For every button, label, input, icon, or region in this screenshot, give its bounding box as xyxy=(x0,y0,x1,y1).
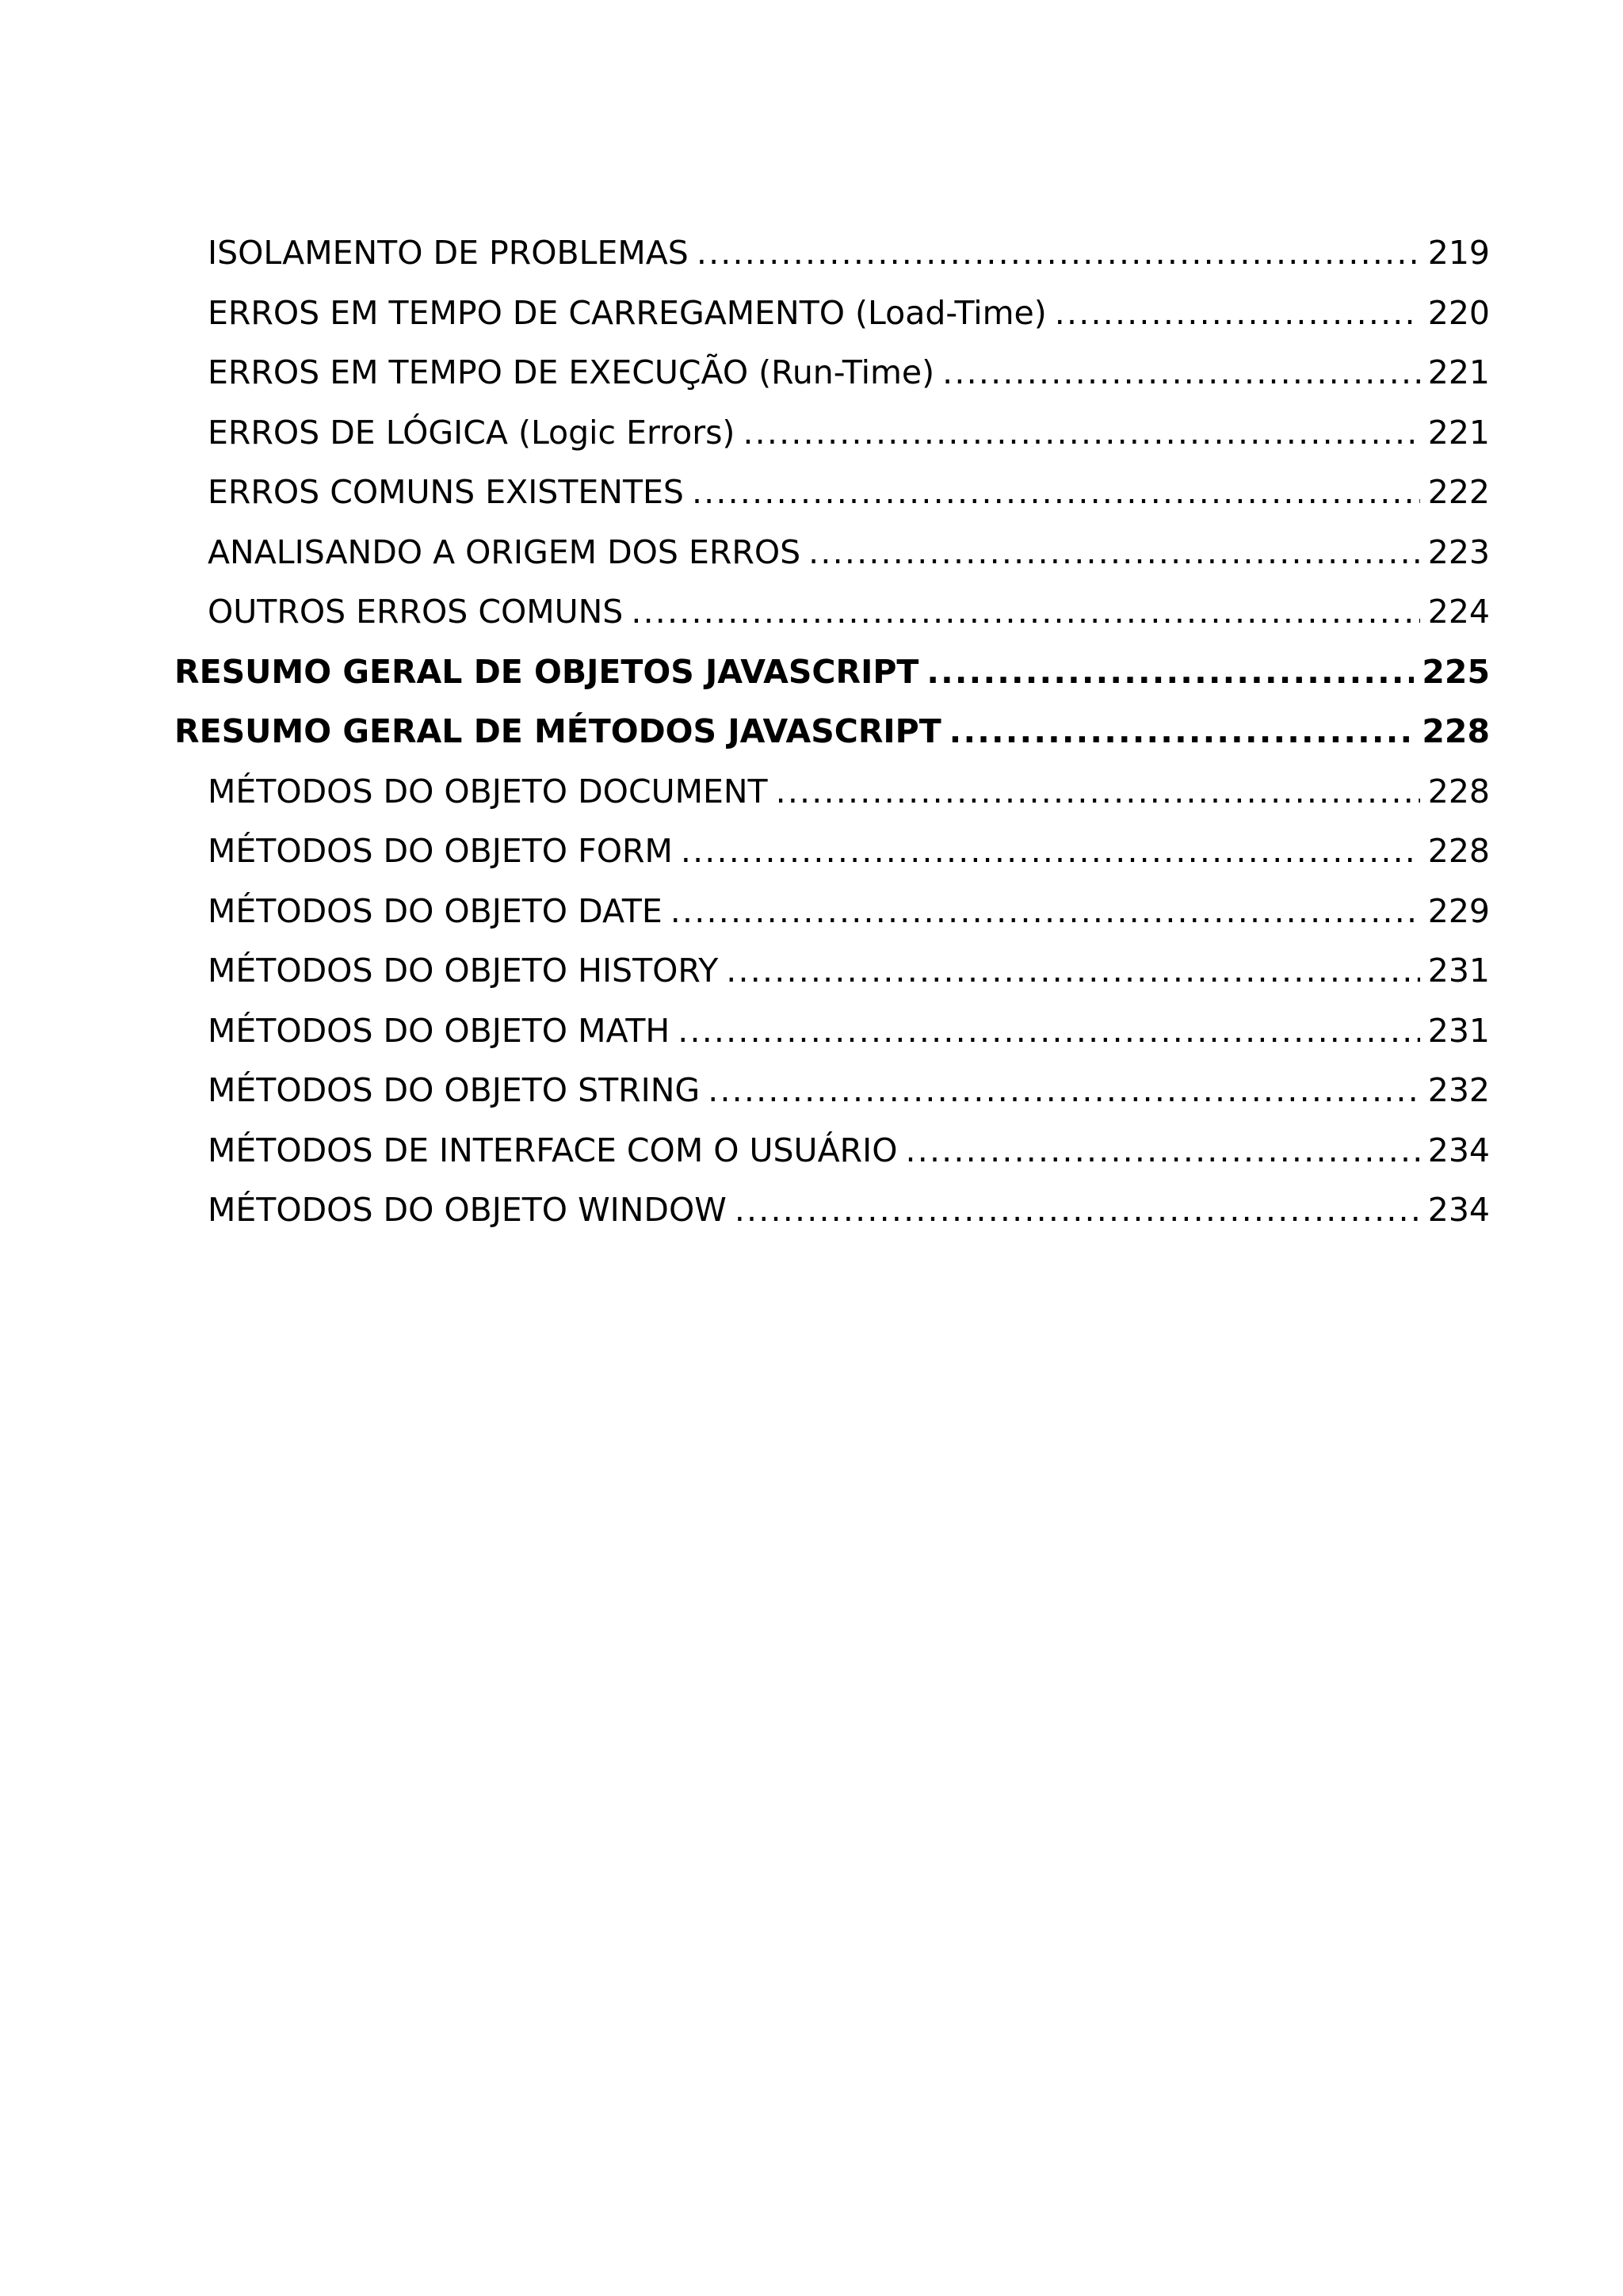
toc-entry-page: 223 xyxy=(1427,532,1490,571)
toc-entry[interactable] xyxy=(174,346,1490,406)
toc-dot-leader xyxy=(735,1184,1420,1236)
toc-entry-title: OUTROS ERROS COMUNS xyxy=(208,593,624,631)
toc-chapter-entry[interactable] xyxy=(174,646,1490,706)
toc-entry-title: MÉTODOS DO OBJETO DOCUMENT xyxy=(208,772,768,810)
toc-entry-title: MÉTODOS DO OBJETO HISTORY xyxy=(208,952,719,990)
toc-entry-page: 221 xyxy=(1427,353,1490,391)
toc-entry-page: 228 xyxy=(1427,832,1490,870)
toc-dot-leader xyxy=(708,1064,1420,1116)
toc-entry[interactable] xyxy=(174,1005,1490,1065)
toc-dot-leader xyxy=(776,765,1420,818)
toc-dot-leader xyxy=(678,1005,1420,1057)
toc-dot-leader xyxy=(631,585,1419,638)
toc-chapter-entry[interactable] xyxy=(174,705,1490,765)
toc-entry-page: 234 xyxy=(1427,1191,1490,1229)
toc-entry[interactable] xyxy=(174,1064,1490,1124)
toc-dot-leader xyxy=(942,346,1420,399)
toc-dot-leader xyxy=(808,526,1420,578)
toc-dot-leader xyxy=(692,466,1420,518)
toc-entry-page: 219 xyxy=(1427,234,1490,272)
toc-entry[interactable] xyxy=(174,227,1490,287)
toc-entry[interactable] xyxy=(174,1184,1490,1244)
toc-dot-leader xyxy=(670,885,1420,937)
toc-entry-page: 231 xyxy=(1427,1011,1490,1050)
toc-entry-title: MÉTODOS DO OBJETO STRING xyxy=(208,1071,701,1109)
toc-entry-title: RESUMO GERAL DE OBJETOS JAVASCRIPT xyxy=(174,652,919,691)
toc-dot-leader xyxy=(681,825,1420,877)
toc-entry-title: RESUMO GERAL DE MÉTODOS JAVASCRIPT xyxy=(174,712,941,750)
toc-entry[interactable] xyxy=(174,466,1490,526)
toc-entry[interactable] xyxy=(174,1124,1490,1184)
toc-entry-title: ERROS EM TEMPO DE EXECUÇÃO (Run-Time) xyxy=(208,353,935,391)
toc-entry-page: 232 xyxy=(1427,1071,1490,1109)
toc-entry[interactable] xyxy=(174,585,1490,646)
toc-entry-page: 220 xyxy=(1427,293,1490,332)
toc-entry-page: 225 xyxy=(1422,652,1490,691)
toc-entry[interactable] xyxy=(174,944,1490,1005)
toc-entry-title: MÉTODOS DO OBJETO DATE xyxy=(208,891,663,930)
toc-dot-leader xyxy=(905,1124,1419,1177)
toc-entry-page: 224 xyxy=(1427,593,1490,631)
toc-dot-leader xyxy=(726,944,1419,997)
toc-entry-page: 221 xyxy=(1427,413,1490,452)
toc-entry-title: ERROS EM TEMPO DE CARREGAMENTO (Load-Time) xyxy=(208,293,1047,332)
toc-entry-page: 228 xyxy=(1422,712,1490,750)
toc-entry-page: 231 xyxy=(1427,952,1490,990)
toc-entry-title: MÉTODOS DO OBJETO MATH xyxy=(208,1011,670,1050)
toc-entry-title: ISOLAMENTO DE PROBLEMAS xyxy=(208,234,689,272)
toc-entry-title: MÉTODOS DE INTERFACE COM O USUÁRIO xyxy=(208,1131,898,1169)
toc-entry-page: 229 xyxy=(1427,891,1490,930)
toc-entry-title: ERROS COMUNS EXISTENTES xyxy=(208,473,684,511)
toc-dot-leader xyxy=(1055,287,1420,339)
toc-entry-page: 222 xyxy=(1427,473,1490,511)
toc-dot-leader xyxy=(926,646,1414,698)
table-of-contents xyxy=(174,227,1490,1244)
toc-dot-leader xyxy=(697,227,1420,279)
toc-entry-page: 234 xyxy=(1427,1131,1490,1169)
toc-entry-title: MÉTODOS DO OBJETO WINDOW xyxy=(208,1191,727,1229)
toc-entry-title: ANALISANDO A ORIGEM DOS ERROS xyxy=(208,532,801,571)
toc-entry[interactable] xyxy=(174,885,1490,945)
toc-entry[interactable] xyxy=(174,765,1490,826)
toc-entry-title: ERROS DE LÓGICA (Logic Errors) xyxy=(208,413,735,452)
toc-dot-leader xyxy=(949,705,1415,757)
toc-entry[interactable] xyxy=(174,406,1490,467)
toc-entry[interactable] xyxy=(174,526,1490,586)
toc-entry[interactable] xyxy=(174,287,1490,347)
toc-dot-leader xyxy=(743,406,1419,459)
toc-entry[interactable] xyxy=(174,825,1490,885)
toc-entry-title: MÉTODOS DO OBJETO FORM xyxy=(208,832,673,870)
toc-entry-page: 228 xyxy=(1427,772,1490,810)
